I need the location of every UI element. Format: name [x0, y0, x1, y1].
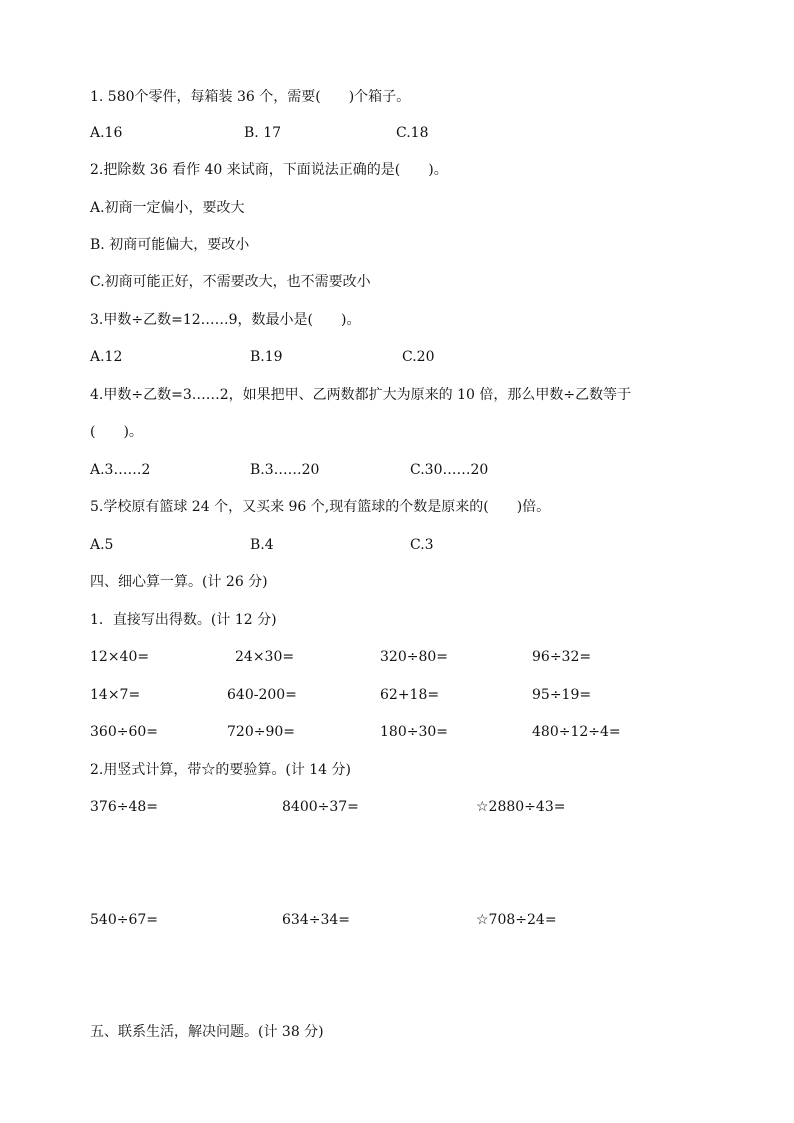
- oral-calc-item: 12×40=: [90, 649, 150, 665]
- question-2-stem: 2.把除数 36 看作 40 来试商，下面说法正确的是( )。: [90, 162, 448, 178]
- question-4-stem-continued: ( )。: [90, 424, 143, 440]
- vertical-calc-item: 540÷67=: [90, 912, 158, 928]
- question-1-option-c: C.18: [396, 125, 429, 141]
- question-4-option-b: B.3……20: [250, 462, 320, 478]
- oral-calc-item: 24×30=: [235, 649, 295, 665]
- section-4-title: 四、细心算一算。(计 26 分): [90, 574, 268, 590]
- question-5-option-c: C.3: [410, 537, 434, 553]
- oral-calc-item: 720÷90=: [227, 724, 295, 740]
- section-4-part-1-title: 1．直接写出得数。(计 12 分): [90, 612, 277, 628]
- question-5-option-b: B.4: [250, 537, 274, 553]
- oral-calc-item: 95÷19=: [532, 687, 592, 703]
- vertical-calc-item: ☆708÷24=: [476, 912, 557, 928]
- question-3-option-a: A.12: [90, 349, 123, 365]
- question-3-option-b: B.19: [250, 349, 283, 365]
- oral-calc-item: 62+18=: [380, 687, 440, 703]
- question-3-stem: 3.甲数÷乙数=12……9，数最小是( )。: [90, 312, 361, 328]
- section-4-part-2-title: 2.用竖式计算，带☆的要验算。(计 14 分): [90, 762, 351, 778]
- question-4-stem: 4.甲数÷乙数=3……2，如果把甲、乙两数都扩大为原来的 10 倍，那么甲数÷乙数等于: [90, 387, 632, 403]
- oral-calc-item: 480÷12÷4=: [532, 724, 621, 740]
- question-4-option-c: C.30……20: [410, 462, 489, 478]
- oral-calc-item: 180÷30=: [380, 724, 448, 740]
- question-2-option-b: B. 初商可能偏大，要改小: [90, 237, 250, 253]
- question-2-option-c: C.初商可能正好，不需要改大，也不需要改小: [90, 274, 371, 290]
- question-1-stem: 1. 580个零件，每箱装 36 个，需要( )个箱子。: [90, 89, 411, 105]
- oral-calc-item: 640-200=: [227, 687, 297, 703]
- vertical-calc-item: ☆2880÷43=: [476, 799, 566, 815]
- vertical-calc-item: 376÷48=: [90, 799, 158, 815]
- vertical-calc-item: 8400÷37=: [282, 799, 359, 815]
- oral-calc-item: 14×7=: [90, 687, 141, 703]
- vertical-calc-item: 634÷34=: [282, 912, 350, 928]
- question-5-stem: 5.学校原有篮球 24 个，又买来 96 个,现有篮球的个数是原来的( )倍。: [90, 499, 551, 515]
- question-2-option-a: A.初商一定偏小，要改大: [90, 200, 245, 216]
- oral-calc-item: 360÷60=: [90, 724, 158, 740]
- section-5-title: 五、联系生活，解决问题。(计 38 分): [90, 1024, 324, 1040]
- oral-calc-item: 96÷32=: [532, 649, 592, 665]
- question-5-option-a: A.5: [90, 537, 114, 553]
- question-3-option-c: C.20: [402, 349, 435, 365]
- question-1-option-a: A.16: [90, 125, 123, 141]
- question-4-option-a: A.3……2: [90, 462, 151, 478]
- oral-calc-item: 320÷80=: [380, 649, 448, 665]
- question-1-option-b: B. 17: [244, 125, 282, 141]
